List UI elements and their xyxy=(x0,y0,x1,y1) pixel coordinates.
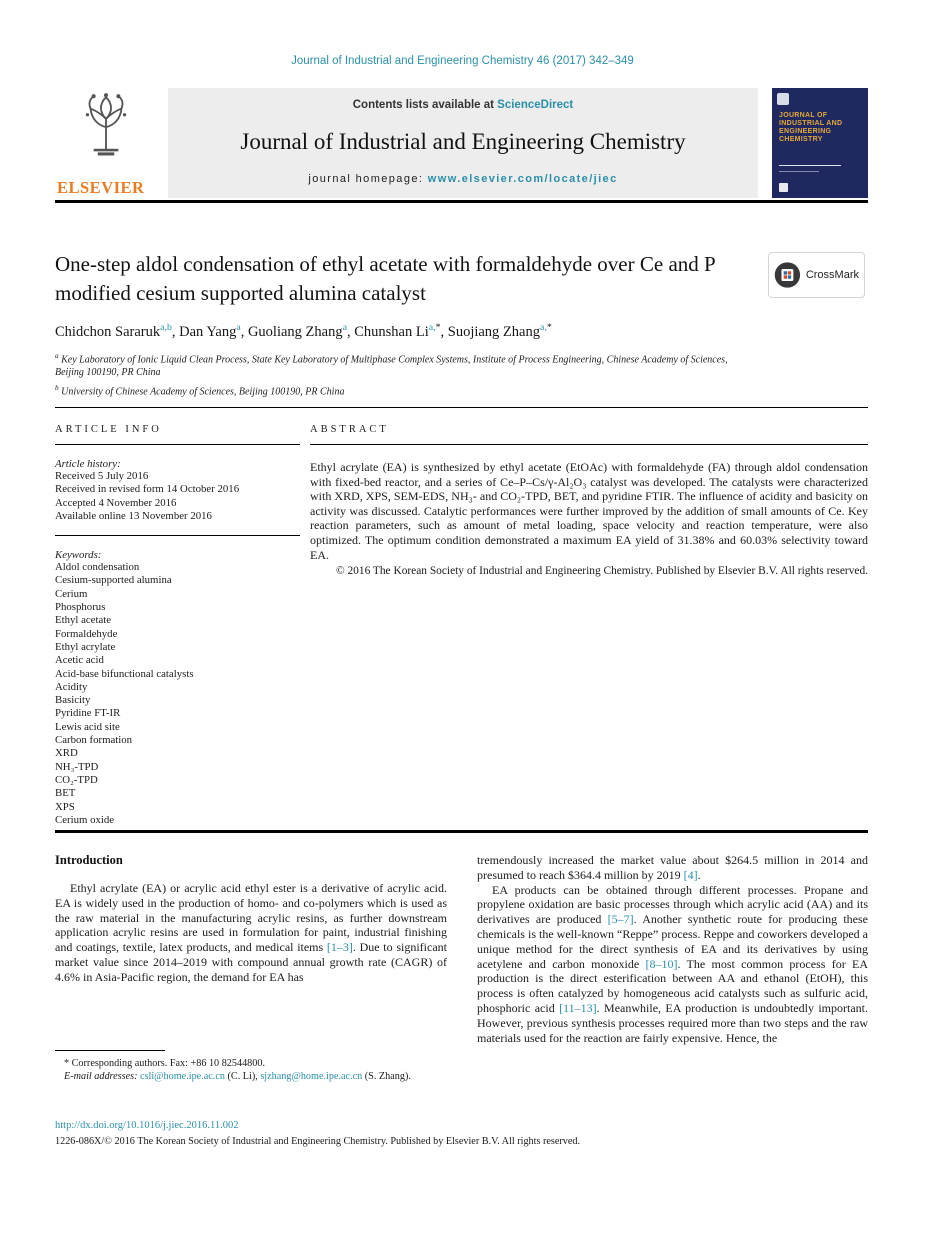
crossmark-label: CrossMark xyxy=(805,269,859,281)
history-line: Received in revised form 14 October 2016 xyxy=(55,483,240,496)
crossmark-badge[interactable] xyxy=(768,252,865,298)
keyword-item: Phosphorus xyxy=(55,601,106,614)
cover-decoration-line xyxy=(779,171,819,172)
text-segment: (S. Zhang). xyxy=(362,1071,411,1082)
keyword-item: Acetic acid xyxy=(55,654,104,667)
author-affiliation-sup[interactable]: a, xyxy=(428,322,436,333)
affiliation xyxy=(55,350,750,380)
keyword-item: Cesium-supported alumina xyxy=(55,574,172,587)
keyword-item: Formaldehyde xyxy=(55,627,118,640)
elsevier-logo xyxy=(55,88,167,198)
history-line: Received 5 July 2016 xyxy=(55,470,149,482)
section-heading-introduction: Introduction xyxy=(55,853,123,867)
email-link[interactable]: csli@home.ipe.ac.cn xyxy=(140,1071,225,1082)
citation-link[interactable]: [11–13] xyxy=(559,1000,597,1015)
text-segment: E-mail addresses: xyxy=(64,1071,141,1082)
masthead xyxy=(55,88,868,198)
email-link[interactable]: sjzhang@home.ipe.ac.cn xyxy=(260,1071,363,1082)
article-info-rule xyxy=(55,444,300,445)
text-segment: . The most common process for EA production is the direct esterification between AA and ethanol (EtOH), this process is often catalyzed by homogeneous acid catalysts such as sulfuric acid, phosphoric acid xyxy=(477,956,868,1015)
citation-link[interactable]: [1–3] xyxy=(326,940,353,955)
elsevier-tree-icon xyxy=(75,90,137,156)
history-line: Accepted 4 November 2016 xyxy=(55,496,177,509)
text-segment: Chidchon Sararuk xyxy=(55,323,161,340)
abstract-column xyxy=(310,424,868,579)
author-affiliation-sup[interactable]: a, xyxy=(539,322,547,333)
body-paragraph xyxy=(477,853,868,883)
text-segment: . Meanwhile, EA production is undoubtedly important. However, previous synthesis processes required more than two steps and the raw materials used for the reaction are fairly expensive. Hence, the xyxy=(477,1000,868,1045)
body-right-column xyxy=(477,853,868,1045)
masthead-journal-title: Journal of Industrial and Engineering Chemistry xyxy=(240,129,686,154)
text-segment: (C. Li), xyxy=(224,1071,261,1082)
citation-link[interactable]: [8–10] xyxy=(645,956,678,971)
citation-link[interactable]: [4] xyxy=(683,867,698,882)
elsevier-wordmark: ELSEVIER xyxy=(57,178,145,197)
author-affiliation-sup[interactable]: a xyxy=(236,322,241,333)
keyword-item: XRD xyxy=(55,747,78,760)
journal-reference-link[interactable]: Journal of Industrial and Engineering Chemistry 46 (2017) 342–349 xyxy=(291,55,634,67)
text-segment: . xyxy=(697,867,701,882)
article-history-list xyxy=(55,470,300,523)
section-divider-rule xyxy=(55,830,868,833)
author-affiliation-sup[interactable]: a xyxy=(342,322,347,333)
affiliation-text: University of Chinese Academy of Sciences, Beijing 100190, PR China xyxy=(58,385,345,397)
text-segment: * xyxy=(546,322,552,333)
body-paragraph xyxy=(55,881,447,985)
author-affiliation-sup[interactable]: a,b xyxy=(160,322,172,333)
citation-link[interactable]: [5–7] xyxy=(607,912,634,927)
homepage-label: journal homepage: xyxy=(308,173,428,185)
abstract-copyright: © 2016 The Korean Society of Industrial and Engineering Chemistry. Published by Elsevier B.V. All rights reserved. xyxy=(335,565,868,578)
keyword-item: Acidity xyxy=(55,680,88,693)
text-segment: , Chunshan Li xyxy=(346,323,429,340)
body-left-column xyxy=(55,853,447,985)
cover-decoration-line xyxy=(779,165,841,166)
abstract-heading: ABSTRACT xyxy=(310,424,389,435)
doi-link[interactable]: http://dx.doi.org/10.1016/j.jiec.2016.11.002 xyxy=(55,1120,239,1131)
masthead-banner xyxy=(168,88,758,198)
text-segment: EA products can be obtained through different processes. Propane and propylene oxidation are basic processes through which acrylic acid (AA) and its derivatives are produced xyxy=(477,882,868,927)
cover-title: JOURNAL OF INDUSTRIAL AND ENGINEERING CHEMISTRY xyxy=(779,112,843,143)
text-segment: Ethyl acrylate (EA) or acrylic acid ethyl ester is a derivative of acrylic acid. EA is widely used in the production of homo- and co-polymers which is used as the raw material in the manufacturing acrylic resins, as further downstream application acrylic resins are used in formulation for paint, industrial finishing and coatings, textile, latex products, and medical items xyxy=(55,881,447,955)
abstract-text: Ethyl acrylate (EA) is synthesized by ethyl acetate (EtOAc) with formaldehyde (FA) through aldol condensation with fixed-bed reactor, and a series of Ce–P–Cs/γ-Al₂O₃ catalyst was developed. The catalysts were characterized with XRD, XPS, SEM-EDS, NH₃- and CO₂-TPD, BET, and pyridine FTIR. The influence of acidity and basicity on activity was discussed. Catalytic performances were further improved by the addition of small amounts of Ce. Key reaction parameters, such as amount of metal loading, space velocity and reaction temperature, were also optimized. The optimum condition demonstrated a maximum EA yield of 31.38% and 60.03% selectivity toward EA. xyxy=(310,460,868,562)
footnote xyxy=(55,1050,427,1083)
keywords-list xyxy=(55,561,300,827)
affiliation-marker: b xyxy=(55,383,59,392)
keyword-item: Cerium oxide xyxy=(55,813,115,826)
cover-elsevier-mark xyxy=(779,183,788,192)
keyword-item: Lewis acid site xyxy=(55,720,120,733)
journal-homepage-link[interactable]: www.elsevier.com/locate/jiec xyxy=(427,173,618,185)
keyword-item: Pyridine FT-IR xyxy=(55,707,121,720)
header-divider-rule xyxy=(55,407,868,408)
sciencedirect-link[interactable]: ScienceDirect xyxy=(497,99,574,111)
text-segment: . Due to significant market value since 2014–2019 with compound annual growth rate (CAGR) of 4.6% in Asia-Pacific region, the demand for EA has xyxy=(55,940,448,984)
keyword-item: BET xyxy=(55,787,76,800)
contents-line xyxy=(353,99,574,111)
keywords-rule xyxy=(55,535,300,536)
author-list xyxy=(55,322,815,341)
homepage-line xyxy=(308,173,617,185)
cover-logo xyxy=(777,93,789,105)
keyword-item: CO₂-TPD xyxy=(55,773,98,786)
article-history-label: Article history: xyxy=(55,458,121,470)
history-line: Available online 13 November 2016 xyxy=(55,509,212,522)
keyword-item: Acid-base bifunctional catalysts xyxy=(55,667,194,680)
affiliation-marker: a xyxy=(55,352,59,360)
text-segment: * xyxy=(435,322,441,333)
body-paragraph xyxy=(477,883,868,1046)
corresponding-author-note: * Corresponding authors. Fax: +86 10 82544800. xyxy=(64,1058,265,1069)
issn-copyright-line: 1226-086X/© 2016 The Korean Society of Industrial and Engineering Chemistry. Published by Elsevier B.V. All rights reserved. xyxy=(55,1136,581,1147)
text-segment: , Guoliang Zhang xyxy=(240,323,343,340)
keyword-item: Basicity xyxy=(55,694,91,707)
journal-cover-thumbnail xyxy=(772,88,868,198)
affiliations xyxy=(55,350,750,400)
affiliation-text: Key Laboratory of Ionic Liquid Clean Process, State Key Laboratory of Multiphase Complex Systems, Institute of Process Engineering, Chinese Academy of Sciences, Beijing 100190, PR China xyxy=(55,354,728,378)
contents-prefix: Contents lists available at xyxy=(352,99,498,111)
text-segment: tremendously increased the market value about $264.5 million in 2014 and presumed to reach $364.4 million by 2019 xyxy=(477,853,868,882)
masthead-divider-rule xyxy=(55,200,868,203)
keyword-item: Carbon formation xyxy=(55,734,133,747)
keyword-item: Cerium xyxy=(55,587,88,600)
article-title: One-step aldol condensation of ethyl acetate with formaldehyde over Ce and P modified cesium supported alumina catalyst xyxy=(55,252,715,305)
keywords-label: Keywords: xyxy=(55,549,102,562)
text-segment: . Another synthetic route for producing these chemicals is the well-known “Reppe” process. Reppe and coworkers developed a unique method for the direct synthesis of EA and its derivatives by using acetylene and carbon monoxide xyxy=(477,912,868,971)
keyword-item: NH₃-TPD xyxy=(55,760,99,773)
article-info-heading: ARTICLE INFO xyxy=(55,424,162,435)
text-segment: , Dan Yang xyxy=(171,323,237,340)
email-addresses-note xyxy=(55,1070,427,1083)
article-info-column xyxy=(55,424,300,827)
abstract-rule xyxy=(310,444,868,445)
text-segment: , Suojiang Zhang xyxy=(440,323,540,340)
footnote-rule xyxy=(55,1050,165,1051)
keyword-item: XPS xyxy=(55,800,75,813)
affiliation xyxy=(55,382,750,399)
keyword-item: Ethyl acrylate xyxy=(55,640,116,653)
keyword-item: Aldol condensation xyxy=(55,561,140,574)
keyword-item: Ethyl acetate xyxy=(55,614,112,627)
crossmark-icon xyxy=(774,258,801,292)
